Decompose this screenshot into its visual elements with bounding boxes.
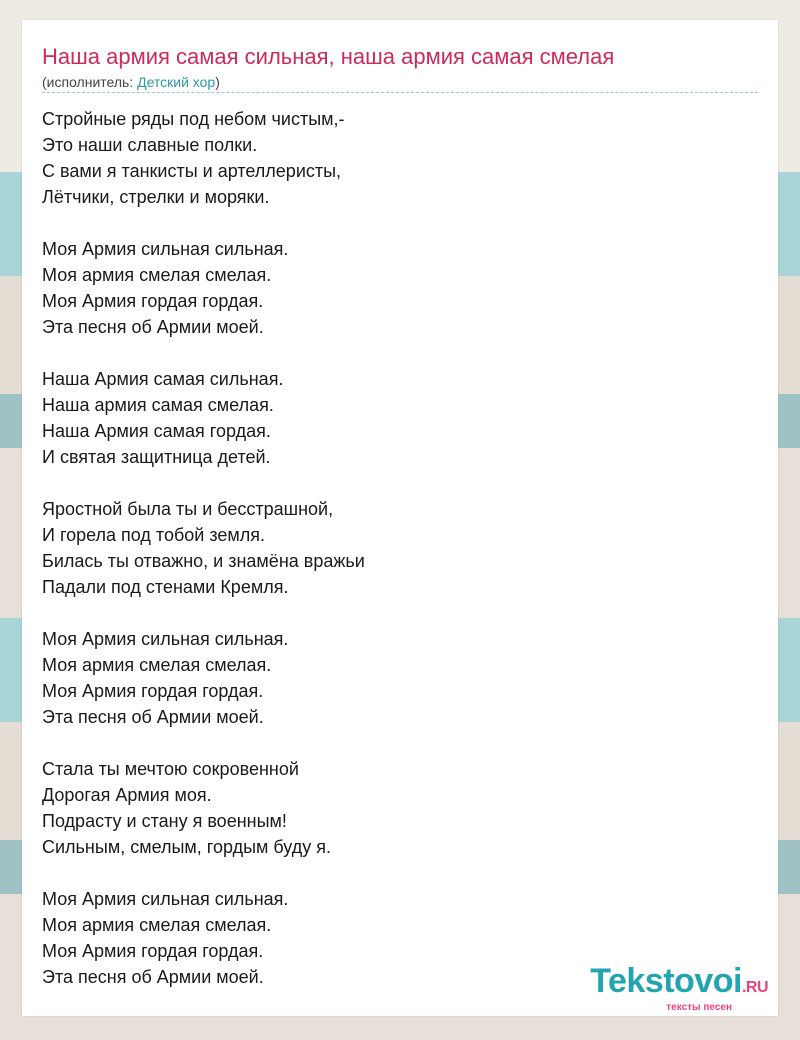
lyric-line: Наша Армия самая гордая. <box>42 421 271 441</box>
lyric-line: Билась ты отважно, и знамёна вражьи <box>42 551 365 571</box>
lyric-line: Эта песня об Армии моей. <box>42 967 264 987</box>
lyric-line: Стройные ряды под небом чистым,- <box>42 109 345 129</box>
stanza <box>42 366 365 470</box>
logo-tld: .RU <box>741 979 768 996</box>
logo-name: Tekstovoi <box>590 962 742 1000</box>
stanza <box>42 886 365 990</box>
lyrics-body <box>42 106 365 1016</box>
title-divider <box>42 92 758 93</box>
lyric-line: Эта песня об Армии моей. <box>42 317 264 337</box>
lyric-line: Стала ты мечтою сокровенной <box>42 759 299 779</box>
lyric-line: Дорогая Армия моя. <box>42 785 212 805</box>
lyric-line: И святая защитница детей. <box>42 447 271 467</box>
artist-prefix: (исполнитель: <box>42 74 138 90</box>
lyric-line: И горела под тобой земля. <box>42 525 266 545</box>
stanza <box>42 236 365 340</box>
lyric-line: Наша армия самая смелая. <box>42 395 274 415</box>
lyrics-card <box>22 20 778 1016</box>
lyric-line: Лётчики, стрелки и моряки. <box>42 187 270 207</box>
lyric-line: Моя Армия сильная сильная. <box>42 239 289 259</box>
artist-link[interactable]: Детский хор <box>137 74 216 90</box>
song-title: Наша армия самая сильная, наша армия самая смелая <box>42 44 615 69</box>
site-logo[interactable] <box>590 963 768 1014</box>
lyric-line: Яростной была ты и бесстрашной, <box>42 499 334 519</box>
stanza <box>42 496 365 600</box>
lyric-line: Подрасту и стану я военным! <box>42 811 287 831</box>
lyric-line: Моя армия смелая смелая. <box>42 265 272 285</box>
lyric-line: Эта песня об Армии моей. <box>42 707 264 727</box>
lyric-line: Моя Армия сильная сильная. <box>42 889 289 909</box>
stanza <box>42 106 365 210</box>
artist-suffix: ) <box>215 74 220 90</box>
lyric-line: Моя Армия гордая гордая. <box>42 291 264 311</box>
logo-wordmark <box>590 963 768 1006</box>
lyric-line: Моя армия смелая смелая. <box>42 655 272 675</box>
lyric-line: Сильным, смелым, гордым буду я. <box>42 837 331 857</box>
artist-meta <box>42 74 220 90</box>
lyric-line: Моя Армия сильная сильная. <box>42 629 289 649</box>
stanza <box>42 756 365 860</box>
lyric-line: Моя Армия гордая гордая. <box>42 941 264 961</box>
lyric-line: Моя армия смелая смелая. <box>42 915 272 935</box>
stanza <box>42 626 365 730</box>
lyric-line: Падали под стенами Кремля. <box>42 577 289 597</box>
lyric-line: Моя Армия гордая гордая. <box>42 681 264 701</box>
lyric-line: Это наши славные полки. <box>42 135 258 155</box>
logo-tagline: тексты песен <box>666 1002 732 1013</box>
lyric-line: Наша Армия самая сильная. <box>42 369 284 389</box>
lyric-line: С вами я танкисты и артеллеристы, <box>42 161 342 181</box>
